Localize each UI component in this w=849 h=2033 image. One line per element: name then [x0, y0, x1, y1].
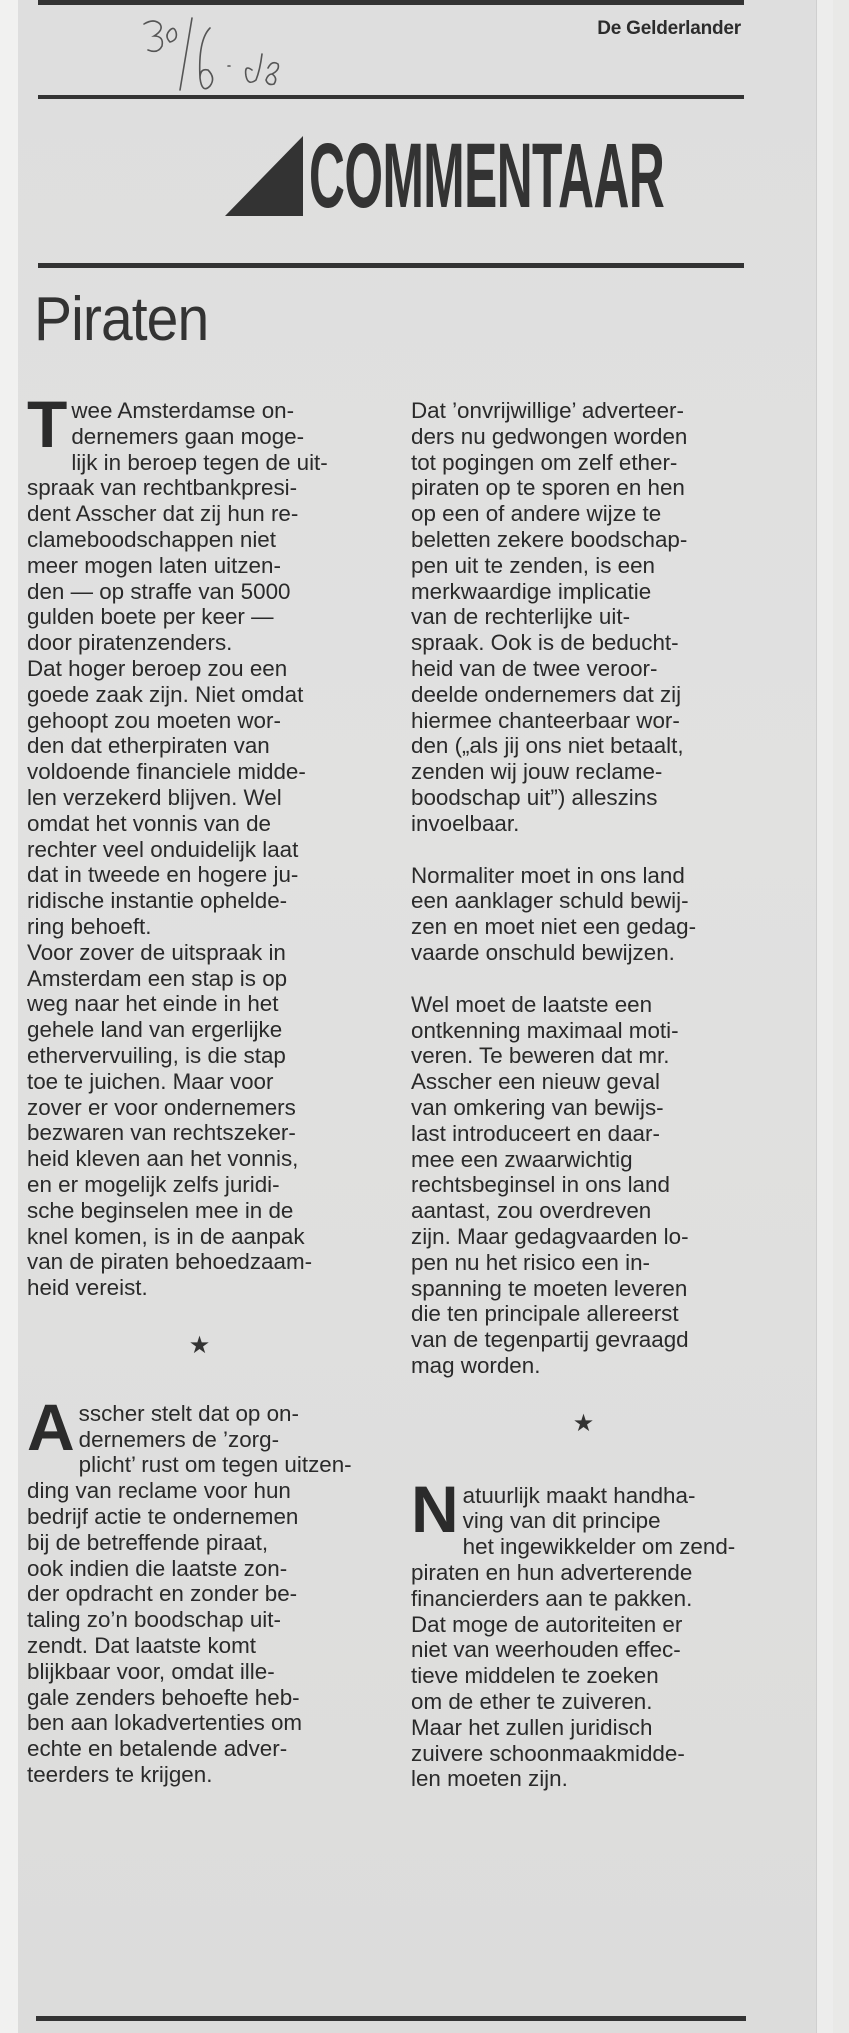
section-heading	[225, 125, 745, 227]
article-headline: Piraten	[34, 285, 209, 354]
paragraph	[27, 1389, 372, 1788]
section-title: COMMENTAAR	[309, 125, 665, 227]
star-separator-icon: ★	[188, 1331, 211, 1359]
paragraph-text: atuurlijk maakt handha- ving van dit principe het ingewikkelder om zend- piraten en hun adverterende financierders aan te pakken. Dat moge de autoriteiten er niet van weerhouden effec- tieve middelen te zoeken om de ether te zuiveren. Maar het zullen juridisch zuivere schoonmaakmidde- len moeten zijn.	[411, 1482, 736, 1792]
paragraph-text: sscher stelt dat op on- dernemers de ’zorg- plicht’ rust om tegen uitzen- ding van reclame voor hun bedrijf actie te ondernemen bij de betreffende piraat, ook indien die laatste zon- der opdracht en zonder be- taling zo’n boodschap uit- zendt. Dat laatste komt blijkbaar voor, omdat ille- gale zenders behoefte heb- ben aan lokadvertenties om echte en betalende adver- teerders te krijgen.	[27, 1400, 352, 1788]
paragraph: Voor zover de uitspraak in Amsterdam een stap is op weg naar het einde in het gehele land van ergerlijke ethervervuiling, is die stap toe te juichen. Maar voor zover er voor ondernemers bezwaren van rechtszeker- heid kleven aan het vonnis, en er mogelijk zelfs juridi- sche beginselen mee in de knel komen, is in de aanpak van de piraten behoedzaam- heid vereist.	[27, 939, 313, 1301]
paragraph: Wel moet de laatste een ontkenning maximaal moti- veren. Te beweren dat mr. Asscher een nieuw geval van omkering van bewijs- last introduceert en daar- mee een zwaarwichtig rechtsbeginsel in ons land aantast, zou overdreven zijn. Maar gedagvaarden lo- pen nu het risico een in- spanning te moeten leveren die ten principale allereerst van de tegenpartij gevraagd mag worden.	[411, 991, 689, 1378]
bottom-rule	[36, 2016, 746, 2021]
paragraph	[411, 1471, 756, 1793]
scan-margin-right	[816, 0, 833, 2033]
section-rule	[38, 263, 744, 268]
paragraph-text: wee Amsterdamse on- dernemers gaan moge- lijk in beroep tegen de uit- spraak van rechtbankpresi- dent Asscher dat zij hun re- clameboodschappen niet meer mogen laten uitzen- den — op straffe van 5000 gulden boete per keer — door piratenzenders.	[27, 398, 328, 656]
paragraph	[27, 387, 372, 656]
paragraph: Dat ’onvrijwillige’ adverteer- ders nu gedwongen worden tot pogingen om zelf ether- piraten op te sporen en hen op een of andere wijze te beletten zekere boodschap- pen uit te zenden, is een merkwaardige implicatie van de rechterlijke uit- spraak. Ook is de beducht- heid van de twee veroor- deelde ondernemers dat zij hiermee chanteerbaar wor- den („als jij ons niet betaalt, zenden wij jouw reclame- boodschap uit”) alleszins invoelbaar.	[411, 398, 688, 836]
newspaper-name: De Gelderlander	[597, 18, 741, 39]
article-column-left	[27, 387, 372, 1788]
drop-cap: A	[27, 1389, 75, 1464]
scan-margin-left	[0, 0, 18, 2033]
article-column-right	[411, 398, 756, 1792]
paragraph: Dat hoger beroep zou een goede zaak zijn. Niet omdat gehoopt zou moeten wor- den dat etherpiraten van voldoende financiele midde- len verzekerd blijven. Wel omdat het vonnis van de rechter veel onduidelijk laat dat in tweede en hogere ju- ridische instantie ophelde- ring behoeft.	[27, 655, 306, 939]
star-separator-icon: ★	[572, 1409, 595, 1437]
wedge-icon	[225, 136, 303, 216]
drop-cap: N	[411, 1471, 459, 1546]
drop-cap: T	[27, 387, 68, 461]
header-rule	[38, 95, 744, 99]
handwritten-date	[140, 14, 310, 94]
top-rule	[38, 0, 744, 5]
paragraph: Normaliter moet in ons land een aanklager schuld bewij- zen en moet niet een gedag- vaarde onschuld bewijzen.	[411, 862, 697, 965]
